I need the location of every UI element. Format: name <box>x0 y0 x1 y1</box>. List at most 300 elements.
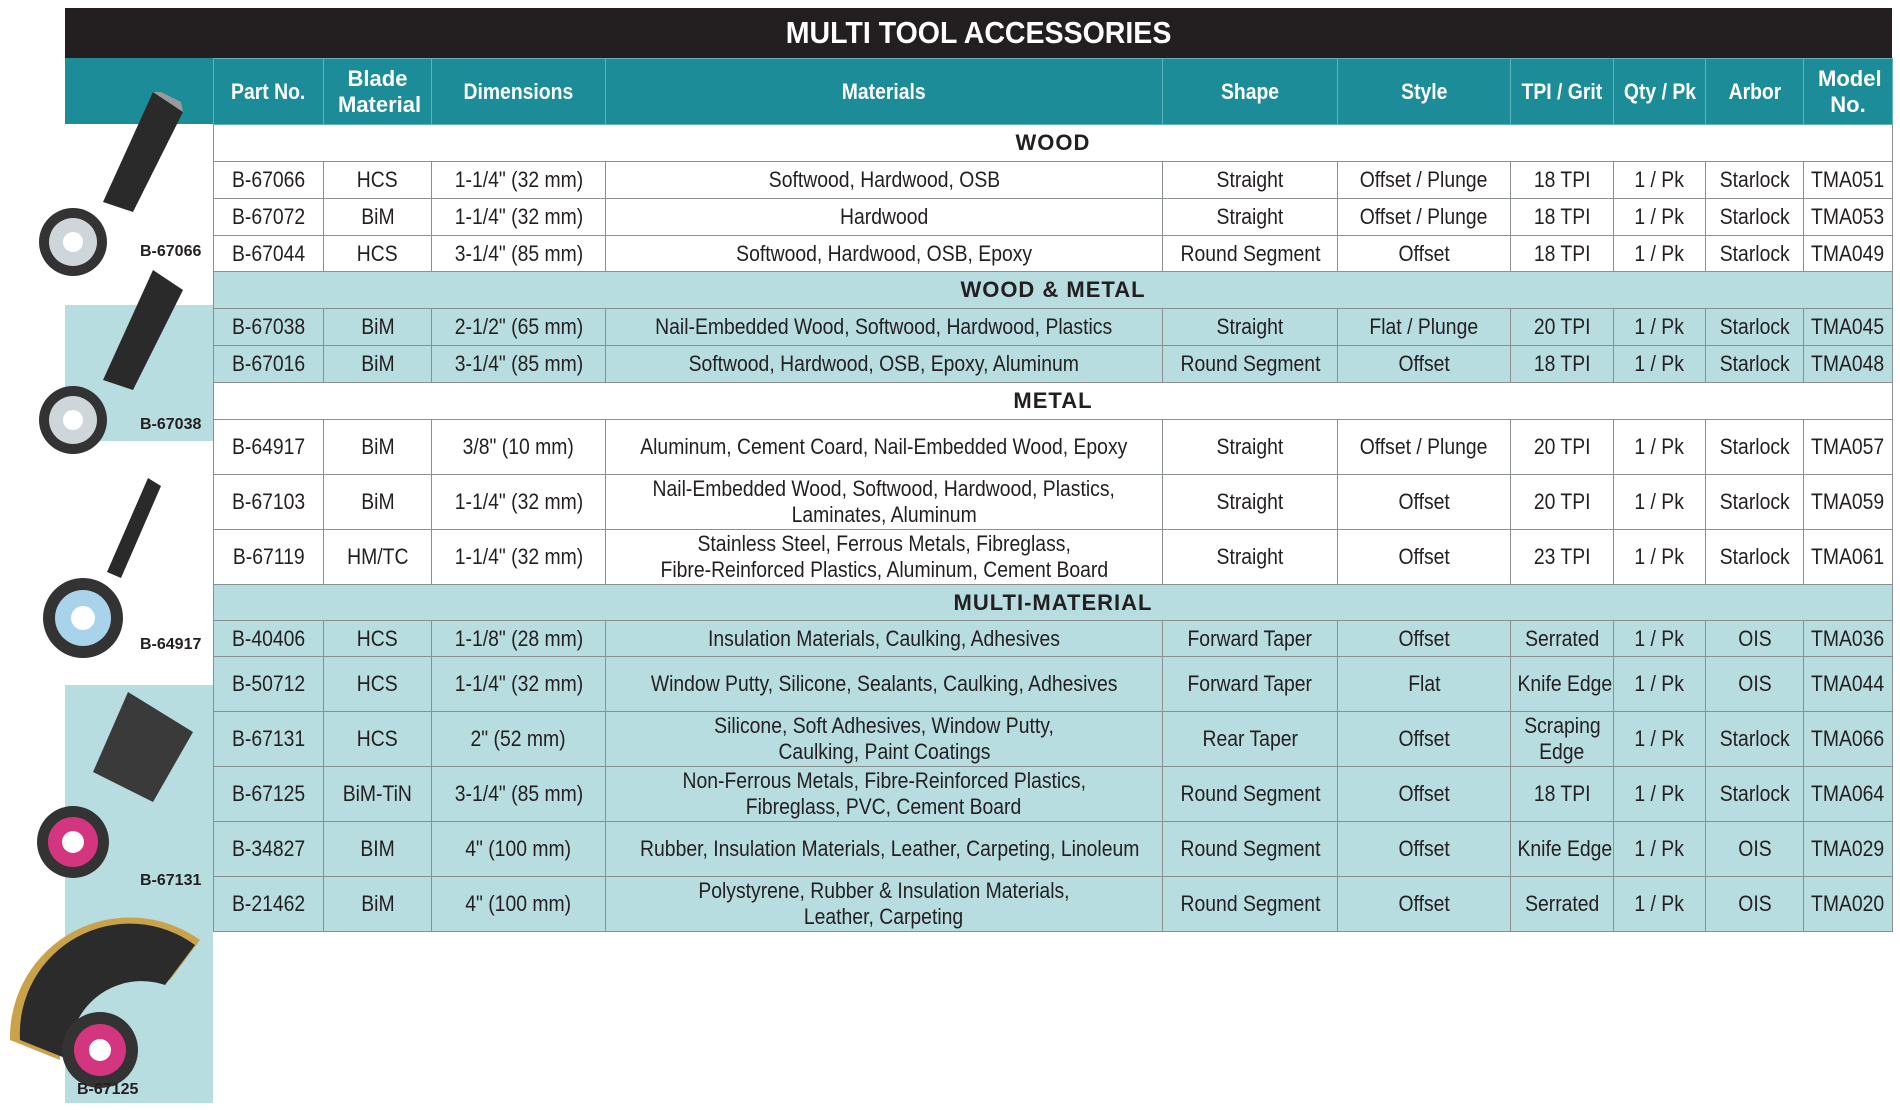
cell-text: TMA064 <box>1811 781 1885 806</box>
cell-line: Leather, Carpeting <box>804 904 964 929</box>
cell-tpi <box>1511 475 1614 530</box>
cell-tpi <box>1511 199 1614 236</box>
straight-blade-icon <box>33 270 213 470</box>
cell-line: Insulation Materials, Caulking, Adhesives <box>708 625 1060 651</box>
cell-shape <box>1163 420 1338 475</box>
cell-text: 1-1/4" (32 mm) <box>454 167 583 192</box>
cell-text: 1-1/4" (32 mm) <box>454 489 583 514</box>
image-caption: B-67125 <box>77 1081 139 1098</box>
cell-blade <box>324 346 432 383</box>
cell-line: Nail-Embedded Wood, Softwood, Hardwood, Plastics <box>655 314 1113 339</box>
cell-text: Offset <box>1398 891 1450 916</box>
cell-text: Starlock <box>1719 204 1790 229</box>
cell-qty <box>1614 346 1706 383</box>
cell-text: Straight <box>1216 489 1284 514</box>
cell-tpi <box>1511 877 1614 932</box>
cell-shape <box>1163 162 1338 199</box>
cell-dim <box>432 621 606 657</box>
cell-text: OIS <box>1737 671 1772 696</box>
cell-qty <box>1614 657 1706 712</box>
section-header-row <box>214 585 1893 621</box>
cell-line: 18 TPI <box>1533 781 1591 806</box>
cell-text: TMA029 <box>1811 836 1885 861</box>
cell-arbor <box>1706 767 1804 822</box>
cell-text: 1 / Pk <box>1634 781 1685 806</box>
section-title: WOOD <box>214 125 1893 162</box>
table-row <box>214 822 1893 877</box>
cell-style <box>1338 346 1511 383</box>
cell-text: 1 / Pk <box>1634 625 1685 651</box>
cell-text: 1-1/8" (28 mm) <box>454 625 583 651</box>
cell-tpi <box>1511 420 1614 475</box>
cell-materials <box>606 822 1163 877</box>
cell-text: TMA045 <box>1811 314 1885 339</box>
cell-line: Scraping <box>1523 713 1601 738</box>
cell-text: HM/TC <box>346 544 409 569</box>
cell-part <box>214 530 324 585</box>
table-body <box>214 125 1893 932</box>
cell-style <box>1338 162 1511 199</box>
cell-qty <box>1614 712 1706 767</box>
cell-text: TMA044 <box>1811 671 1885 696</box>
cell-blade <box>324 420 432 475</box>
cell-line: Laminates, Aluminum <box>791 502 977 527</box>
cell-text: Offset <box>1398 836 1450 861</box>
cell-tpi <box>1511 767 1614 822</box>
cell-dim <box>432 199 606 236</box>
cell-arbor <box>1706 346 1804 383</box>
cell-text: Starlock <box>1719 544 1790 569</box>
cell-dim <box>432 162 606 199</box>
cell-arbor <box>1706 162 1804 199</box>
cell-text: B-67072 <box>231 204 306 229</box>
cell-text: 1 / Pk <box>1634 544 1685 569</box>
cell-model <box>1804 162 1893 199</box>
cell-materials <box>606 162 1163 199</box>
cell-dim <box>432 822 606 877</box>
cell-part <box>214 822 324 877</box>
column-header: Style <box>1338 59 1511 125</box>
cell-arbor <box>1706 657 1804 712</box>
cell-line: 20 TPI <box>1533 434 1591 459</box>
round-segment-blade-icon <box>0 900 213 1110</box>
cell-text: BiM <box>360 434 395 459</box>
cell-text: Offset / Plunge <box>1360 204 1488 229</box>
cell-line: Rubber, Insulation Materials, Leather, Carpeting, Linoleum <box>640 836 1140 861</box>
cell-dim <box>432 712 606 767</box>
cell-text: Offset <box>1398 625 1450 651</box>
cell-shape <box>1163 822 1338 877</box>
cell-shape <box>1163 877 1338 932</box>
cell-model <box>1804 767 1893 822</box>
cell-line: Polystyrene, Rubber & Insulation Materials, <box>698 878 1070 903</box>
cell-text: 1 / Pk <box>1634 240 1685 266</box>
cell-text: Straight <box>1216 314 1284 339</box>
cell-shape <box>1163 712 1338 767</box>
accessories-sheet <box>65 8 1892 1103</box>
cell-blade <box>324 236 432 272</box>
cell-text: Offset <box>1398 781 1450 806</box>
cell-text: Offset <box>1398 489 1450 514</box>
cell-text: Round Segment <box>1180 781 1320 806</box>
cell-text: Starlock <box>1719 726 1790 751</box>
cell-dim <box>432 346 606 383</box>
cell-part <box>214 712 324 767</box>
cell-dim <box>432 236 606 272</box>
section-title: MULTI-MATERIAL <box>214 585 1893 621</box>
table-row <box>214 346 1893 383</box>
cell-text: OIS <box>1737 891 1772 916</box>
cell-text: 3-1/4" (85 mm) <box>454 351 583 376</box>
cell-text: Flat / Plunge <box>1369 314 1479 339</box>
cell-text: Round Segment <box>1180 836 1320 861</box>
scraper-blade-icon <box>33 692 213 892</box>
cell-materials <box>606 236 1163 272</box>
cell-line: 18 TPI <box>1533 204 1591 229</box>
cell-text: B-67119 <box>232 544 305 569</box>
cell-text: Starlock <box>1719 434 1790 459</box>
straight-blade-icon <box>33 92 213 292</box>
cell-text: Starlock <box>1719 489 1790 514</box>
cell-text: HCS <box>357 240 398 266</box>
cell-text: 3-1/4" (85 mm) <box>454 781 583 806</box>
cell-arbor <box>1706 475 1804 530</box>
cell-text: 2" (52 mm) <box>470 726 567 751</box>
cell-part <box>214 621 324 657</box>
cell-arbor <box>1706 309 1804 346</box>
cell-line: Aluminum, Cement Coard, Nail-Embedded Wood, Epoxy <box>640 434 1128 459</box>
cell-line: 18 TPI <box>1533 167 1591 192</box>
cell-blade <box>324 767 432 822</box>
cell-tpi <box>1511 822 1614 877</box>
cell-dim <box>432 475 606 530</box>
image-caption: B-64917 <box>140 636 202 653</box>
cell-text: Forward Taper <box>1187 625 1313 651</box>
cell-materials <box>606 767 1163 822</box>
cell-arbor <box>1706 236 1804 272</box>
cell-text: TMA036 <box>1811 625 1885 651</box>
cell-qty <box>1614 621 1706 657</box>
image-caption: B-67066 <box>140 243 202 260</box>
cell-text: 4" (100 mm) <box>465 891 572 916</box>
cell-tpi <box>1511 236 1614 272</box>
cell-line: Non-Ferrous Metals, Fibre-Reinforced Plastics, <box>682 768 1086 793</box>
cell-text: Starlock <box>1719 167 1790 192</box>
cell-blade <box>324 657 432 712</box>
cell-model <box>1804 236 1893 272</box>
cell-materials <box>606 309 1163 346</box>
column-header: Blade Material <box>324 59 432 125</box>
cell-text: B-67103 <box>231 489 306 514</box>
section-header-row <box>214 125 1893 162</box>
cell-text: BiM <box>360 314 395 339</box>
cell-style <box>1338 309 1511 346</box>
cell-text: Straight <box>1216 167 1284 192</box>
cell-text: TMA049 <box>1811 240 1885 266</box>
cell-qty <box>1614 475 1706 530</box>
cell-text: Offset <box>1398 351 1450 376</box>
cell-materials <box>606 475 1163 530</box>
table-row <box>214 767 1893 822</box>
cell-text: B-67044 <box>231 240 306 266</box>
cell-text: Offset / Plunge <box>1360 167 1488 192</box>
cell-text: TMA048 <box>1811 351 1885 376</box>
cell-line: Softwood, Hardwood, OSB, Epoxy, Aluminum <box>688 351 1080 376</box>
cell-text: BiM-TiN <box>342 781 413 806</box>
cell-text: 1 / Pk <box>1634 434 1685 459</box>
cell-text: 3/8" (10 mm) <box>462 434 575 459</box>
cell-text: Forward Taper <box>1187 671 1313 696</box>
cell-line: 23 TPI <box>1533 544 1591 569</box>
cell-tpi <box>1511 346 1614 383</box>
cell-model <box>1804 309 1893 346</box>
cell-text: TMA057 <box>1811 434 1885 459</box>
cell-text: 1 / Pk <box>1634 204 1685 229</box>
cell-qty <box>1614 420 1706 475</box>
section-header-row <box>214 383 1893 420</box>
accessories-table <box>213 58 1893 932</box>
cell-part <box>214 346 324 383</box>
cell-part <box>214 162 324 199</box>
cell-materials <box>606 346 1163 383</box>
cell-qty <box>1614 877 1706 932</box>
cell-shape <box>1163 309 1338 346</box>
cell-text: TMA053 <box>1811 204 1885 229</box>
cell-text: 1 / Pk <box>1634 891 1685 916</box>
page-title: MULTI TOOL ACCESSORIES <box>65 8 1892 58</box>
cell-text: Offset <box>1398 544 1450 569</box>
cell-text: 1 / Pk <box>1634 671 1685 696</box>
cell-text: 1 / Pk <box>1634 167 1685 192</box>
section-title: METAL <box>214 383 1893 420</box>
cell-text: Straight <box>1216 544 1284 569</box>
cell-arbor <box>1706 822 1804 877</box>
section-header-row <box>214 272 1893 309</box>
table-row <box>214 530 1893 585</box>
cell-text: HCS <box>357 167 398 192</box>
cell-part <box>214 236 324 272</box>
cell-text: 2-1/2" (65 mm) <box>454 314 583 339</box>
cell-part <box>214 199 324 236</box>
cell-text: B-50712 <box>231 671 306 696</box>
cell-part <box>214 767 324 822</box>
table-row <box>214 309 1893 346</box>
cell-text: Round Segment <box>1180 891 1320 916</box>
cell-line: Serrated <box>1524 625 1600 651</box>
cell-line: Softwood, Hardwood, OSB, Epoxy <box>736 240 1032 266</box>
cell-text: BiM <box>360 489 395 514</box>
cell-style <box>1338 199 1511 236</box>
cell-text: TMA061 <box>1811 544 1885 569</box>
cell-text: B-67125 <box>231 781 306 806</box>
cell-blade <box>324 621 432 657</box>
table-header-row <box>214 59 1893 125</box>
cell-text: B-67038 <box>231 314 306 339</box>
cell-shape <box>1163 346 1338 383</box>
cell-blade <box>324 475 432 530</box>
table-row <box>214 657 1893 712</box>
cell-materials <box>606 530 1163 585</box>
cell-style <box>1338 236 1511 272</box>
cell-model <box>1804 877 1893 932</box>
cell-arbor <box>1706 530 1804 585</box>
cell-part <box>214 420 324 475</box>
cell-model <box>1804 199 1893 236</box>
cell-model <box>1804 346 1893 383</box>
cell-qty <box>1614 767 1706 822</box>
cell-text: Offset <box>1398 726 1450 751</box>
cell-materials <box>606 877 1163 932</box>
column-header: TPI / Grit <box>1511 59 1614 125</box>
section-title: WOOD & METAL <box>214 272 1893 309</box>
column-header: Part No. <box>214 59 324 125</box>
cell-line: 18 TPI <box>1533 351 1591 376</box>
cell-qty <box>1614 309 1706 346</box>
cell-tpi <box>1511 712 1614 767</box>
cell-model <box>1804 530 1893 585</box>
cell-text: BiM <box>360 204 395 229</box>
cell-qty <box>1614 199 1706 236</box>
cell-blade <box>324 877 432 932</box>
cell-text: HCS <box>357 625 398 651</box>
column-header: Arbor <box>1706 59 1804 125</box>
table-row <box>214 420 1893 475</box>
image-caption: B-67038 <box>140 416 202 433</box>
cell-text: BiM <box>360 351 395 376</box>
cell-text: TMA020 <box>1811 891 1885 916</box>
cell-line: 20 TPI <box>1533 314 1591 339</box>
column-header: Shape <box>1163 59 1338 125</box>
cell-text: B-40406 <box>231 625 306 651</box>
cell-tpi <box>1511 530 1614 585</box>
cell-line: Knife Edge <box>1517 836 1613 861</box>
cell-text: Starlock <box>1719 314 1790 339</box>
cell-qty <box>1614 236 1706 272</box>
cell-blade <box>324 822 432 877</box>
cell-text: B-64917 <box>231 434 306 459</box>
cell-style <box>1338 877 1511 932</box>
cell-tpi <box>1511 657 1614 712</box>
cell-shape <box>1163 199 1338 236</box>
table-row <box>214 621 1893 657</box>
cell-text: Offset <box>1398 240 1450 266</box>
cell-blade <box>324 309 432 346</box>
column-header: Dimensions <box>432 59 606 125</box>
cell-text: 1-1/4" (32 mm) <box>454 204 583 229</box>
cell-line: Stainless Steel, Ferrous Metals, Fibreglass, <box>697 531 1071 556</box>
cell-tpi <box>1511 309 1614 346</box>
cell-arbor <box>1706 712 1804 767</box>
cell-dim <box>432 420 606 475</box>
cell-text: Starlock <box>1719 781 1790 806</box>
cell-style <box>1338 530 1511 585</box>
cell-text: 3-1/4" (85 mm) <box>454 240 583 266</box>
cell-line: Fibre-Reinforced Plastics, Aluminum, Cement Board <box>660 557 1108 582</box>
cell-line: Hardwood <box>839 204 929 229</box>
cell-text: B-67131 <box>231 726 306 751</box>
cell-dim <box>432 530 606 585</box>
cell-part <box>214 657 324 712</box>
cell-style <box>1338 621 1511 657</box>
cell-text: Flat <box>1407 671 1441 696</box>
cell-shape <box>1163 657 1338 712</box>
cell-text: TMA051 <box>1811 167 1885 192</box>
image-caption: B-67131 <box>140 872 202 889</box>
cell-style <box>1338 822 1511 877</box>
table-row <box>214 712 1893 767</box>
cell-line: Caulking, Paint Coatings <box>777 739 990 764</box>
cell-tpi <box>1511 162 1614 199</box>
cell-text: 1-1/4" (32 mm) <box>454 671 583 696</box>
cell-style <box>1338 475 1511 530</box>
cell-text: 1 / Pk <box>1634 836 1685 861</box>
cell-style <box>1338 657 1511 712</box>
cell-text: B-67066 <box>231 167 306 192</box>
cell-shape <box>1163 767 1338 822</box>
cell-blade <box>324 530 432 585</box>
cell-model <box>1804 475 1893 530</box>
column-header: Materials <box>606 59 1163 125</box>
cell-text: 1 / Pk <box>1634 726 1685 751</box>
cell-line: 20 TPI <box>1533 489 1591 514</box>
cell-text: TMA059 <box>1811 489 1885 514</box>
cell-line: Silicone, Soft Adhesives, Window Putty, <box>714 713 1054 738</box>
cell-arbor <box>1706 621 1804 657</box>
cell-text: OIS <box>1737 625 1772 651</box>
cell-shape <box>1163 621 1338 657</box>
cell-text: Offset / Plunge <box>1360 434 1488 459</box>
cell-text: B-34827 <box>231 836 306 861</box>
cell-text: Starlock <box>1719 240 1790 266</box>
cell-text: BiM <box>360 891 395 916</box>
table-row <box>214 877 1893 932</box>
cell-text: BIM <box>360 836 395 861</box>
cell-line: Softwood, Hardwood, OSB <box>768 167 1000 192</box>
cell-materials <box>606 621 1163 657</box>
cell-qty <box>1614 822 1706 877</box>
cell-materials <box>606 199 1163 236</box>
cell-style <box>1338 420 1511 475</box>
cell-model <box>1804 822 1893 877</box>
cell-text: Starlock <box>1719 351 1790 376</box>
cell-dim <box>432 877 606 932</box>
column-header: Qty / Pk <box>1614 59 1706 125</box>
cell-model <box>1804 712 1893 767</box>
cell-line: Serrated <box>1524 891 1600 916</box>
cell-line: Edge <box>1539 739 1585 764</box>
cell-arbor <box>1706 420 1804 475</box>
cell-text: HCS <box>357 671 398 696</box>
cell-dim <box>432 309 606 346</box>
cell-line: Nail-Embedded Wood, Softwood, Hardwood, Plastics, <box>652 476 1116 501</box>
cell-materials <box>606 712 1163 767</box>
cell-text: TMA066 <box>1811 726 1885 751</box>
cell-style <box>1338 712 1511 767</box>
cell-shape <box>1163 475 1338 530</box>
cell-style <box>1338 767 1511 822</box>
cell-text: 4" (100 mm) <box>465 836 572 861</box>
cell-text: Rear Taper <box>1202 726 1298 751</box>
cell-line: Fibreglass, PVC, Cement Board <box>746 794 1022 819</box>
cell-part <box>214 475 324 530</box>
table-row <box>214 162 1893 199</box>
table-row <box>214 475 1893 530</box>
cell-text: Round Segment <box>1180 240 1320 266</box>
cell-part <box>214 877 324 932</box>
cell-text: 1 / Pk <box>1634 314 1685 339</box>
cell-arbor <box>1706 199 1804 236</box>
cell-line: Knife Edge <box>1517 671 1613 696</box>
